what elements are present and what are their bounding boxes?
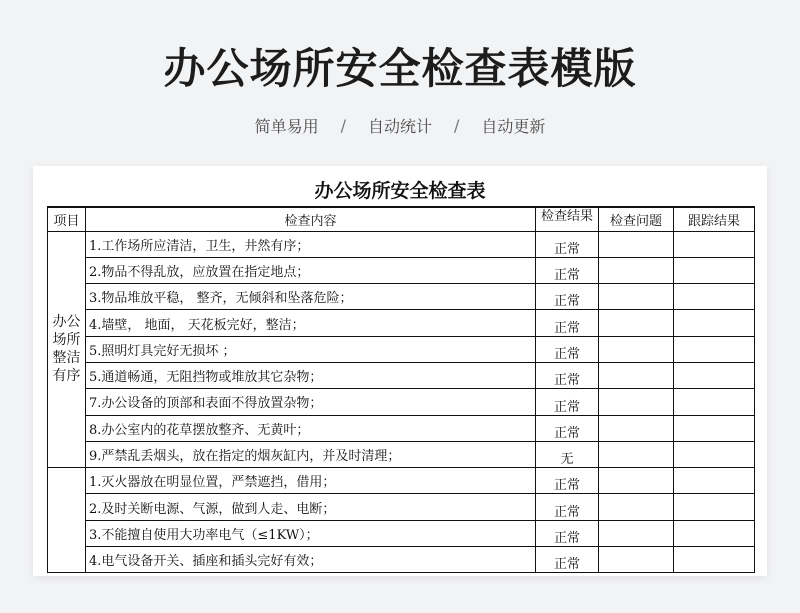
tracking-cell [674,468,755,494]
result-cell: 正常 [536,362,599,388]
category-cell: 办公场所整洁有序 [48,231,86,468]
content-cell: 2.及时关断电源、气源，做到人走、电断； [86,494,536,520]
header-category: 项目 [48,207,86,231]
category-cell [48,468,86,573]
table-row [48,494,755,520]
tracking-cell [674,415,755,441]
table-row [48,520,755,546]
result-cell: 正常 [536,310,599,336]
inspection-table [47,206,755,573]
tracking-cell [674,494,755,520]
result-cell: 正常 [536,468,599,494]
result-cell: 正常 [536,547,599,573]
sheet-preview [33,166,767,576]
problem-cell [599,441,674,467]
content-cell: 1.工作场所应清洁，卫生，井然有序； [86,231,536,257]
table-row [48,441,755,467]
tagline-item-easy: 简单易用 [254,117,319,136]
content-cell: 3.不能擅自使用大功率电气（≤1KW）； [86,520,536,546]
tracking-cell [674,284,755,310]
problem-cell [599,310,674,336]
problem-cell [599,520,674,546]
content-cell: 2.物品不得乱放，应放置在指定地点； [86,257,536,283]
result-cell: 正常 [536,284,599,310]
result-cell: 正常 [536,257,599,283]
result-cell: 正常 [536,415,599,441]
result-cell: 正常 [536,494,599,520]
content-cell: 1.灭火器放在明显位置，严禁遮挡，借用； [86,468,536,494]
problem-cell [599,415,674,441]
problem-cell [599,231,674,257]
header-problem: 检查问题 [599,207,674,231]
content-cell: 5.通道畅通，无阻挡物或堆放其它杂物； [86,362,536,388]
table-row [48,468,755,494]
result-cell: 正常 [536,520,599,546]
tracking-cell [674,441,755,467]
tracking-cell [674,547,755,573]
result-cell: 正常 [536,389,599,415]
table-row [48,336,755,362]
content-cell: 9.严禁乱丢烟头，放在指定的烟灰缸内，并及时清理； [86,441,536,467]
table-row [48,284,755,310]
tagline-separator: / [340,116,346,135]
problem-cell [599,389,674,415]
result-cell: 无 [536,441,599,467]
tagline-separator: / [454,116,460,135]
problem-cell [599,257,674,283]
tracking-cell [674,310,755,336]
tagline [0,114,800,137]
table-row [48,389,755,415]
table-row [48,257,755,283]
problem-cell [599,362,674,388]
page-title: 办公场所安全检查表模版 [163,44,637,93]
header-result: 检查结果 [536,207,599,231]
tracking-cell [674,362,755,388]
table-row [48,310,755,336]
tracking-cell [674,231,755,257]
content-cell: 4.墙壁， 地面， 天花板完好，整洁； [86,310,536,336]
tagline-item-update: 自动更新 [481,117,546,136]
sheet-title: 办公场所安全检查表 [314,180,486,202]
header-tracking: 跟踪结果 [674,207,755,231]
result-cell: 正常 [536,336,599,362]
content-cell: 8.办公室内的花草摆放整齐、无黄叶； [86,415,536,441]
table-row [48,415,755,441]
tracking-cell [674,257,755,283]
result-cell: 正常 [536,231,599,257]
problem-cell [599,494,674,520]
problem-cell [599,284,674,310]
content-cell: 5.照明灯具完好无损坏 ； [86,336,536,362]
tracking-cell [674,336,755,362]
table-row [48,547,755,573]
content-cell: 7.办公设备的顶部和表面不得放置杂物； [86,389,536,415]
tracking-cell [674,389,755,415]
problem-cell [599,547,674,573]
table-row [48,231,755,257]
header-content: 检查内容 [86,207,536,231]
table-row [48,362,755,388]
content-cell: 4.电气设备开关、插座和插头完好有效； [86,547,536,573]
table-header-row [48,207,755,231]
tracking-cell [674,520,755,546]
problem-cell [599,336,674,362]
problem-cell [599,468,674,494]
tagline-item-stats: 自动统计 [367,117,432,136]
content-cell: 3.物品堆放平稳， 整齐，无倾斜和坠落危险； [86,284,536,310]
